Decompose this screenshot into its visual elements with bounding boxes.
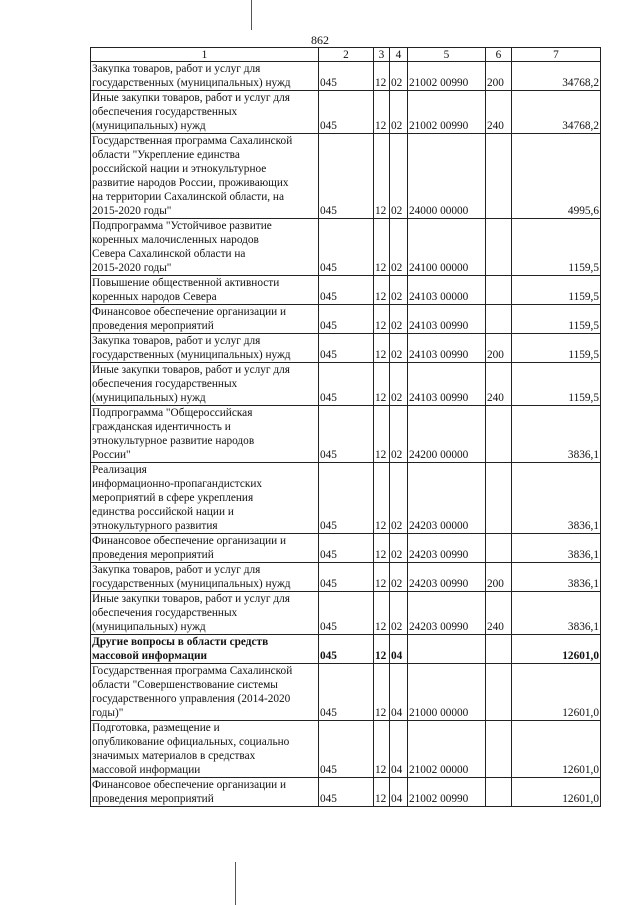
row-value-cell: 21002 00990 xyxy=(408,62,486,91)
table-row xyxy=(91,463,601,534)
row-value-cell: 21002 00990 xyxy=(408,778,486,807)
row-name-cell: Государственная программа Сахалинской области "Укрепление единства российской нации и этнокультурное развитие народов России, проживающих на территории Сахалинской области, на 2015-2020 годы" xyxy=(91,134,319,219)
row-value-cell: 02 xyxy=(390,534,408,563)
table-row xyxy=(91,334,601,363)
column-header: 7 xyxy=(512,48,601,62)
row-value-cell: 240 xyxy=(486,91,512,134)
row-value-cell: 21002 00990 xyxy=(408,91,486,134)
row-value-cell: 12 xyxy=(374,219,390,276)
row-value-cell: 045 xyxy=(319,778,374,807)
row-value-cell: 02 xyxy=(390,305,408,334)
row-value-cell: 02 xyxy=(390,134,408,219)
budget-table xyxy=(90,47,601,807)
row-name-cell: Другие вопросы в области средств массовой информации xyxy=(91,635,319,664)
row-name-cell: Реализация информационно-пропагандистских мероприятий в сфере укрепления единства российской нации и этнокультурного развития xyxy=(91,463,319,534)
row-value-cell: 3836,1 xyxy=(512,592,601,635)
table-row xyxy=(91,219,601,276)
row-value-cell: 045 xyxy=(319,134,374,219)
row-value-cell: 02 xyxy=(390,363,408,406)
table-row xyxy=(91,592,601,635)
row-value-cell: 24203 00990 xyxy=(408,534,486,563)
row-value-cell: 24203 00000 xyxy=(408,463,486,534)
page-fold-line xyxy=(235,862,236,905)
row-value-cell xyxy=(486,463,512,534)
row-value-cell: 02 xyxy=(390,563,408,592)
row-value-cell: 12 xyxy=(374,534,390,563)
row-value-cell: 045 xyxy=(319,406,374,463)
table-row xyxy=(91,563,601,592)
row-name-cell: Финансовое обеспечение организации и проведения мероприятий xyxy=(91,305,319,334)
column-header: 2 xyxy=(319,48,374,62)
row-value-cell: 045 xyxy=(319,91,374,134)
row-value-cell: 02 xyxy=(390,62,408,91)
table-row xyxy=(91,62,601,91)
row-value-cell xyxy=(486,219,512,276)
row-value-cell: 045 xyxy=(319,463,374,534)
row-value-cell: 24203 00990 xyxy=(408,563,486,592)
row-value-cell: 12 xyxy=(374,635,390,664)
row-value-cell: 24203 00990 xyxy=(408,592,486,635)
row-value-cell: 1159,5 xyxy=(512,219,601,276)
row-value-cell: 02 xyxy=(390,334,408,363)
row-value-cell: 02 xyxy=(390,592,408,635)
row-value-cell: 24200 00000 xyxy=(408,406,486,463)
column-header: 3 xyxy=(374,48,390,62)
row-value-cell: 12 xyxy=(374,463,390,534)
row-value-cell: 12 xyxy=(374,563,390,592)
table-row xyxy=(91,635,601,664)
row-value-cell: 045 xyxy=(319,334,374,363)
row-value-cell: 12 xyxy=(374,276,390,305)
row-value-cell: 12 xyxy=(374,721,390,778)
row-name-cell: Иные закупки товаров, работ и услуг для обеспечения государственных (муниципальных) нужд xyxy=(91,91,319,134)
row-value-cell: 200 xyxy=(486,62,512,91)
table-row xyxy=(91,664,601,721)
row-value-cell: 4995,6 xyxy=(512,134,601,219)
row-value-cell: 02 xyxy=(390,406,408,463)
row-value-cell: 1159,5 xyxy=(512,363,601,406)
row-value-cell: 12 xyxy=(374,406,390,463)
row-value-cell: 12601,0 xyxy=(512,721,601,778)
row-value-cell: 045 xyxy=(319,664,374,721)
row-value-cell: 12 xyxy=(374,62,390,91)
table-row xyxy=(91,363,601,406)
row-value-cell: 02 xyxy=(390,91,408,134)
row-value-cell xyxy=(486,134,512,219)
row-value-cell: 24103 00990 xyxy=(408,334,486,363)
row-value-cell: 02 xyxy=(390,276,408,305)
table-row xyxy=(91,276,601,305)
row-value-cell: 045 xyxy=(319,219,374,276)
row-value-cell: 12 xyxy=(374,664,390,721)
row-name-cell: Закупка товаров, работ и услуг для государственных (муниципальных) нужд xyxy=(91,563,319,592)
row-value-cell: 12 xyxy=(374,363,390,406)
row-name-cell: Закупка товаров, работ и услуг для государственных (муниципальных) нужд xyxy=(91,334,319,363)
row-value-cell: 21002 00000 xyxy=(408,721,486,778)
row-value-cell: 34768,2 xyxy=(512,62,601,91)
row-value-cell: 02 xyxy=(390,219,408,276)
row-value-cell: 12 xyxy=(374,91,390,134)
row-value-cell: 1159,5 xyxy=(512,305,601,334)
row-value-cell: 1159,5 xyxy=(512,276,601,305)
row-value-cell: 045 xyxy=(319,592,374,635)
row-value-cell: 045 xyxy=(319,305,374,334)
row-value-cell: 24100 00000 xyxy=(408,219,486,276)
column-header: 6 xyxy=(486,48,512,62)
row-value-cell: 200 xyxy=(486,563,512,592)
row-name-cell: Подпрограмма "Устойчивое развитие коренных малочисленных народов Севера Сахалинской области на 2015-2020 годы" xyxy=(91,219,319,276)
row-value-cell: 3836,1 xyxy=(512,563,601,592)
row-value-cell xyxy=(486,534,512,563)
row-name-cell: Иные закупки товаров, работ и услуг для обеспечения государственных (муниципальных) нужд xyxy=(91,363,319,406)
row-value-cell xyxy=(486,305,512,334)
row-value-cell: 12601,0 xyxy=(512,778,601,807)
row-value-cell: 02 xyxy=(390,463,408,534)
row-value-cell: 12 xyxy=(374,592,390,635)
row-value-cell: 045 xyxy=(319,721,374,778)
row-value-cell: 24103 00000 xyxy=(408,276,486,305)
row-value-cell: 12601,0 xyxy=(512,664,601,721)
page-fold-line xyxy=(251,0,252,30)
row-value-cell: 24103 00990 xyxy=(408,363,486,406)
row-name-cell: Финансовое обеспечение организации и проведения мероприятий xyxy=(91,778,319,807)
row-value-cell: 200 xyxy=(486,334,512,363)
row-value-cell: 045 xyxy=(319,534,374,563)
row-value-cell: 045 xyxy=(319,62,374,91)
column-header: 4 xyxy=(390,48,408,62)
row-name-cell: Повышение общественной активности коренных народов Севера xyxy=(91,276,319,305)
table-row xyxy=(91,134,601,219)
column-number-row xyxy=(91,48,601,62)
row-value-cell: 045 xyxy=(319,276,374,305)
row-value-cell: 3836,1 xyxy=(512,534,601,563)
column-header: 5 xyxy=(408,48,486,62)
row-value-cell: 045 xyxy=(319,363,374,406)
row-value-cell: 12 xyxy=(374,778,390,807)
page-number: 862 xyxy=(311,33,329,47)
row-value-cell: 21000 00000 xyxy=(408,664,486,721)
row-value-cell xyxy=(486,664,512,721)
row-value-cell: 12 xyxy=(374,334,390,363)
row-value-cell: 3836,1 xyxy=(512,406,601,463)
row-name-cell: Подготовка, размещение и опубликование официальных, социально значимых материалов в средствах массовой информации xyxy=(91,721,319,778)
row-name-cell: Государственная программа Сахалинской области "Совершенствование системы государственного управления (2014-2020 годы)" xyxy=(91,664,319,721)
row-value-cell xyxy=(486,721,512,778)
row-value-cell xyxy=(408,635,486,664)
row-value-cell: 24103 00990 xyxy=(408,305,486,334)
table-row xyxy=(91,778,601,807)
column-header: 1 xyxy=(91,48,319,62)
row-value-cell xyxy=(486,276,512,305)
row-value-cell: 045 xyxy=(319,635,374,664)
row-value-cell: 12601,0 xyxy=(512,635,601,664)
row-value-cell xyxy=(486,406,512,463)
row-value-cell: 240 xyxy=(486,363,512,406)
row-value-cell xyxy=(486,635,512,664)
table-row xyxy=(91,534,601,563)
table-row xyxy=(91,406,601,463)
row-value-cell: 3836,1 xyxy=(512,463,601,534)
row-value-cell: 12 xyxy=(374,134,390,219)
row-value-cell: 04 xyxy=(390,664,408,721)
row-name-cell: Закупка товаров, работ и услуг для государственных (муниципальных) нужд xyxy=(91,62,319,91)
row-name-cell: Иные закупки товаров, работ и услуг для обеспечения государственных (муниципальных) нужд xyxy=(91,592,319,635)
row-value-cell: 1159,5 xyxy=(512,334,601,363)
row-value-cell: 240 xyxy=(486,592,512,635)
row-name-cell: Финансовое обеспечение организации и проведения мероприятий xyxy=(91,534,319,563)
table-row xyxy=(91,91,601,134)
row-value-cell: 24000 00000 xyxy=(408,134,486,219)
row-value-cell xyxy=(486,778,512,807)
row-name-cell: Подпрограмма "Общероссийская гражданская идентичность и этнокультурное развитие народов России" xyxy=(91,406,319,463)
row-value-cell: 04 xyxy=(390,778,408,807)
row-value-cell: 34768,2 xyxy=(512,91,601,134)
row-value-cell: 12 xyxy=(374,305,390,334)
row-value-cell: 04 xyxy=(390,635,408,664)
table-row xyxy=(91,721,601,778)
row-value-cell: 04 xyxy=(390,721,408,778)
table-row xyxy=(91,305,601,334)
row-value-cell: 045 xyxy=(319,563,374,592)
